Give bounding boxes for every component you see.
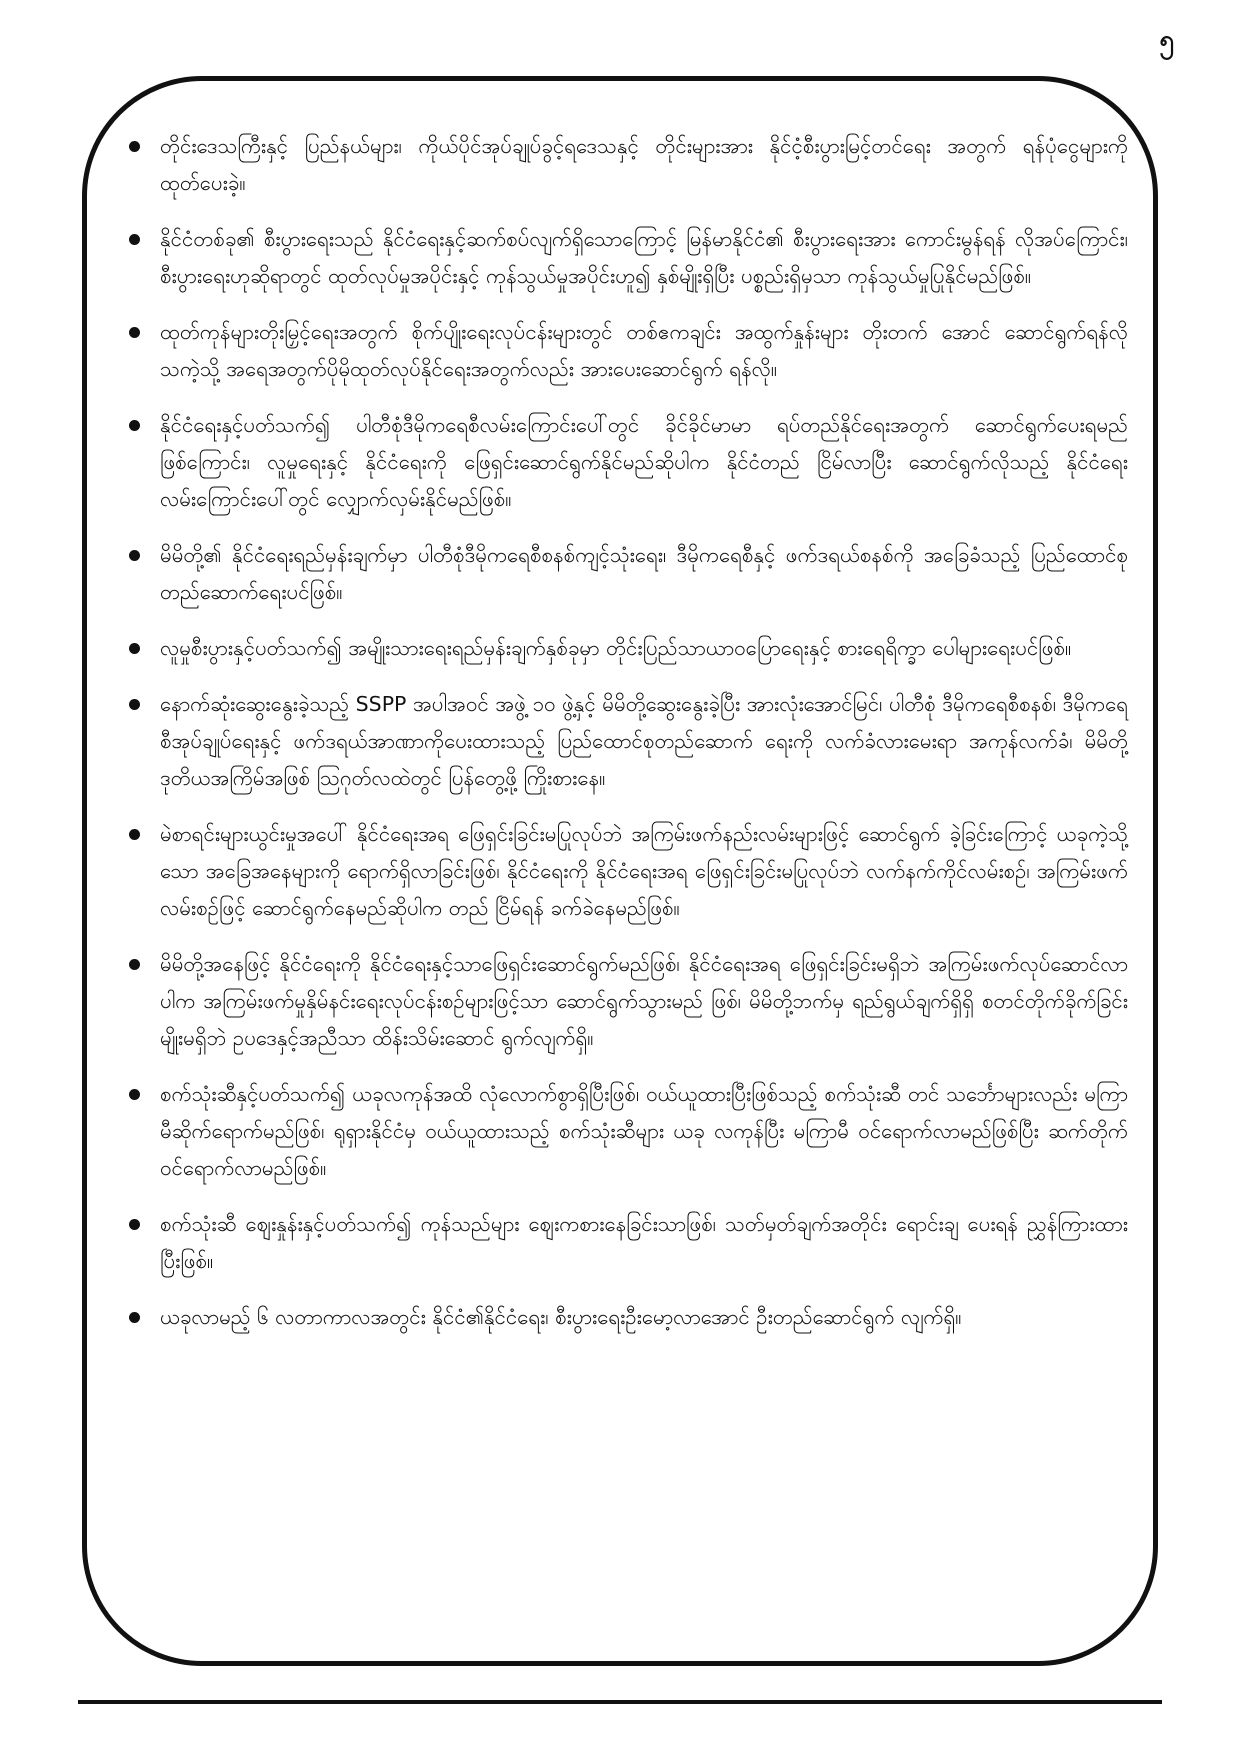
- list-item: [128, 686, 1128, 797]
- bullet-dot-icon: [129, 141, 140, 152]
- bullet-text: နိုင်ငံတစ်ခု၏ စီးပွားရေးသည် နိုင်ငံရေးနှင့်ဆက်စပ်လျက်ရှိသောကြောင့် မြန်မာနိုင်ငံ၏ စီးပွားရေးအား ကောင်းမွန်ရန် လိုအပ်ကြောင်း၊ စီးပွားရေးဟုဆိုရာတွင် ထုတ်လုပ်မှုအပိုင်းနှင့် ကုန်သွယ်မှုအပိုင်းဟူ၍ နှစ်မျိုးရှိပြီး ပစ္စည်းရှိမှသာ ကုန်သွယ်မှုပြုနိုင်မည်ဖြစ်။: [160, 227, 1128, 288]
- bullet-dot-icon: [129, 1219, 140, 1230]
- bullet-dot-icon: [129, 550, 140, 561]
- bullet-text: စက်သုံးဆီနှင့်ပတ်သက်၍ ယခုလကုန်အထိ လုံလောက်စွာရှိပြီးဖြစ်၊ ဝယ်ယူထားပြီးဖြစ်သည့် စက်သုံးဆီ တင် သင်္ဘောများလည်း မကြာမီဆိုက်ရောက်မည်ဖြစ်၊ ရုရှားနိုင်ငံမှ ဝယ်ယူထားသည့် စက်သုံးဆီများ ယခု လကုန်ပြီး မကြာမီ ဝင်ရောက်လာမည်ဖြစ်ပြီး ဆက်တိုက်ဝင်ရောက်လာမည်ဖြစ်။: [160, 1082, 1128, 1180]
- bullet-dot-icon: [129, 420, 140, 431]
- bullet-dot-icon: [129, 234, 140, 245]
- bullet-text: မိမိတို့၏ နိုင်ငံရေးရည်မှန်းချက်မှာ ပါတီစုံဒီမိုကရေစီစနစ်ကျင့်သုံးရေး၊ ဒီမိုကရေစီနှင့် ဖက်ဒရယ်စနစ်ကို အခြေခံသည့် ပြည်ထောင်စုတည်ဆောက်ရေးပင်ဖြစ်။: [160, 543, 1128, 604]
- bullet-list: [128, 128, 1128, 1355]
- list-item: [128, 816, 1128, 927]
- list-item: [128, 221, 1128, 295]
- bullet-text: မဲစာရင်းများယွင်းမှုအပေါ် နိုင်ငံရေးအရ ဖြေရှင်းခြင်းမပြုလုပ်ဘဲ အကြမ်းဖက်နည်းလမ်းများဖြင့် ဆောင်ရွက် ခဲ့ခြင်းကြောင့် ယခုကဲ့သို့သော အခြေအနေများကို ရောက်ရှိလာခြင်းဖြစ်၊ နိုင်ငံရေးကို နိုင်ငံရေးအရ ဖြေရှင်းခြင်းမပြုလုပ်ဘဲ လက်နက်ကိုင်လမ်းစဉ်၊ အကြမ်းဖက်လမ်းစဉ်ဖြင့် ဆောင်ရွက်နေမည်ဆိုပါက တည် ငြိမ်ရန် ခက်ခဲနေမည်ဖြစ်။: [160, 822, 1128, 920]
- bullet-dot-icon: [129, 643, 140, 654]
- bullet-text: ထုတ်ကုန်များတိုးမြှင့်ရေးအတွက် စိုက်ပျိုးရေးလုပ်ငန်းများတွင် တစ်ဧကချင်း အထွက်နှုန်းများ တိုးတက် အောင် ဆောင်ရွက်ရန်လိုသကဲ့သို့ အရေအတွက်ပိုမိုထုတ်လုပ်နိုင်ရေးအတွက်လည်း အားပေးဆောင်ရွက် ရန်လို။: [160, 320, 1128, 381]
- list-item: [128, 1076, 1128, 1187]
- bullet-text: မိမိတို့အနေဖြင့် နိုင်ငံရေးကို နိုင်ငံရေးနှင့်သာဖြေရှင်းဆောင်ရွက်မည်ဖြစ်၊ နိုင်ငံရေးအရ ဖြေရှင်းခြင်းမရှိဘဲ အကြမ်းဖက်လုပ်ဆောင်လာပါက အကြမ်းဖက်မှုနှိမ်နင်းရေးလုပ်ငန်းစဉ်များဖြင့်သာ ဆောင်ရွက်သွားမည် ဖြစ်၊ မိမိတို့ဘက်မှ ရည်ရွယ်ချက်ရှိရှိ စတင်တိုက်ခိုက်ခြင်းမျိုးမရှိဘဲ ဥပဒေနှင့်အညီသာ ထိန်းသိမ်းဆောင် ရွက်လျက်ရှိ။: [160, 952, 1128, 1050]
- bullet-text: စက်သုံးဆီ ဈေးနှုန်းနှင့်ပတ်သက်၍ ကုန်သည်များ ဈေးကစားနေခြင်းသာဖြစ်၊ သတ်မှတ်ချက်အတိုင်း ရောင်းချ ပေးရန် ညွှန်ကြားထားပြီးဖြစ်။: [160, 1212, 1128, 1273]
- list-item: [128, 1299, 1128, 1336]
- list-item: [128, 946, 1128, 1057]
- bullet-text: ယခုလာမည့် ၆ လတာကာလအတွင်း နိုင်ငံ၏နိုင်ငံရေး၊ စီးပွားရေးဦးမော့လာအောင် ဦးတည်ဆောင်ရွက် လျက်ရှိ။: [160, 1305, 962, 1329]
- bullet-dot-icon: [129, 327, 140, 338]
- bullet-dot-icon: [129, 959, 140, 970]
- bullet-dot-icon: [129, 829, 140, 840]
- list-item: [128, 1206, 1128, 1280]
- bullet-dot-icon: [129, 1312, 140, 1323]
- list-item: [128, 314, 1128, 388]
- list-item: [128, 537, 1128, 611]
- bullet-text: တိုင်းဒေသကြီးနှင့် ပြည်နယ်များ၊ ကိုယ်ပိုင်အုပ်ချုပ်ခွင့်ရဒေသနှင့် တိုင်းများအား နိုင်ငံ့စီးပွားမြင့်တင်ရေး အတွက် ရန်ပုံငွေများကို ထုတ်ပေးခဲ့။: [160, 134, 1128, 195]
- bullet-text: နိုင်ငံရေးနှင့်ပတ်သက်၍ ပါတီစုံဒီမိုကရေစီလမ်းကြောင်းပေါ်တွင် ခိုင်ခိုင်မာမာ ရပ်တည်နိုင်ရေးအတွက် ဆောင်ရွက်ပေးရမည်ဖြစ်ကြောင်း၊ လူမှုရေးနှင့် နိုင်ငံရေးကို ဖြေရှင်းဆောင်ရွက်နိုင်မည်ဆိုပါက နိုင်ငံတည် ငြိမ်လာပြီး ဆောင်ရွက်လိုသည့် နိုင်ငံရေးလမ်းကြောင်းပေါ်တွင် လျှောက်လှမ်းနိုင်မည်ဖြစ်။: [160, 413, 1128, 511]
- page-number: ၅: [1159, 25, 1174, 55]
- bullet-text: လူမှုစီးပွားနှင့်ပတ်သက်၍ အမျိုးသားရေးရည်မှန်းချက်နှစ်ခုမှာ တိုင်းပြည်သာယာဝပြောရေးနှင့် စားရေရိက္ခာ ပေါများရေးပင်ဖြစ်။: [160, 636, 1072, 660]
- bullet-text: နောက်ဆုံးဆွေးနွေးခဲ့သည့် SSPP အပါအဝင် အဖွဲ့ ၁၀ ဖွဲ့နှင့် မိမိတို့ဆွေးနွေးခဲ့ပြီး အားလုံးအောင်မြင်၊ ပါတီစုံ ဒီမိုကရေစီစနစ်၊ ဒီမိုကရေစီအုပ်ချုပ်ရေးနှင့် ဖက်ဒရယ်အာဏာကိုပေးထားသည့် ပြည်ထောင်စုတည်ဆောက် ရေးကို လက်ခံလားမေးရာ အကုန်လက်ခံ၊ မိမိတို့ဒုတိယအကြိမ်အဖြစ် ဩဂုတ်လထဲတွင် ပြန်တွေ့ဖို့ ကြိုးစားနေ။: [160, 692, 1128, 790]
- bullet-dot-icon: [129, 1089, 140, 1100]
- list-item: [128, 630, 1128, 667]
- bullet-dot-icon: [129, 699, 140, 710]
- bottom-rule: [78, 1700, 1162, 1704]
- list-item: [128, 128, 1128, 202]
- list-item: [128, 407, 1128, 518]
